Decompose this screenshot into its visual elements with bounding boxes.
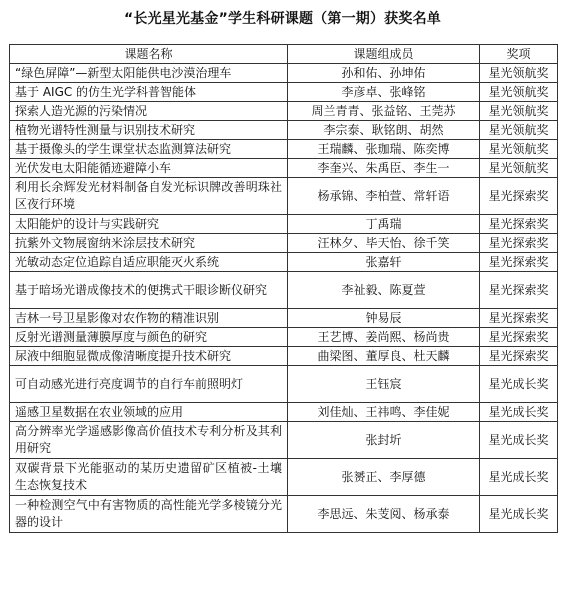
topic-cell: 基于 AIGC 的仿生光学科普智能体	[10, 83, 288, 102]
award-cell: 星光领航奖	[480, 83, 558, 102]
members-cell: 李彦卓、张峰铭	[288, 83, 480, 102]
members-cell: 张赟正、李厚德	[288, 459, 480, 496]
members-cell: 李宗泰、耿铭朗、胡然	[288, 121, 480, 140]
members-cell: 孙和佑、孙坤佑	[288, 64, 480, 83]
header-topic: 课题名称	[10, 45, 288, 64]
table-row	[10, 328, 558, 347]
header-members: 课题组成员	[288, 45, 480, 64]
topic-cell: 基于摄像头的学生课堂状态监测算法研究	[10, 140, 288, 159]
topic-cell: 反射光谱测量薄膜厚度与颜色的研究	[10, 328, 288, 347]
table-row	[10, 83, 558, 102]
members-cell: 刘佳灿、王祎鸣、李佳妮	[288, 403, 480, 422]
award-cell: 星光领航奖	[480, 140, 558, 159]
members-cell: 杨承锦、李柏萱、常轩语	[288, 178, 480, 215]
award-cell: 星光探索奖	[480, 272, 558, 309]
topic-cell: 光敏动态定位追踪自适应职能灭火系统	[10, 253, 288, 272]
table-row	[10, 234, 558, 253]
table-row	[10, 347, 558, 366]
topic-cell: 吉林一号卫星影像对农作物的精准识别	[10, 309, 288, 328]
members-cell: 李奎兴、朱禹臣、李生一	[288, 159, 480, 178]
award-cell: 星光领航奖	[480, 159, 558, 178]
topic-cell: 抗紫外文物展窗纳米涂层技术研究	[10, 234, 288, 253]
members-cell: 周兰青青、张益铭、王莞苏	[288, 102, 480, 121]
award-cell: 星光探索奖	[480, 215, 558, 234]
award-cell: 星光成长奖	[480, 422, 558, 459]
members-cell: 王钰宸	[288, 366, 480, 403]
award-cell: 星光成长奖	[480, 366, 558, 403]
award-cell: 星光探索奖	[480, 234, 558, 253]
topic-cell: 基于暗场光谱成像技术的便携式干眼诊断仪研究	[10, 272, 288, 309]
topic-cell: 光伏发电太阳能循迹避障小车	[10, 159, 288, 178]
table-row	[10, 403, 558, 422]
award-cell: 星光领航奖	[480, 64, 558, 83]
topic-cell: 探索人造光源的污染情况	[10, 102, 288, 121]
award-cell: 星光成长奖	[480, 403, 558, 422]
members-cell: 汪林夕、毕天怡、徐千笑	[288, 234, 480, 253]
table-row	[10, 272, 558, 309]
table-row	[10, 64, 558, 83]
table-row	[10, 422, 558, 459]
award-cell: 星光探索奖	[480, 253, 558, 272]
table-row	[10, 140, 558, 159]
award-cell: 星光领航奖	[480, 121, 558, 140]
members-cell: 丁禹瑞	[288, 215, 480, 234]
topic-cell: 双碳背景下光能驱动的某历史遗留矿区植被-土壤生态恢复技术	[10, 459, 288, 496]
topic-cell: 太阳能炉的设计与实践研究	[10, 215, 288, 234]
award-cell: 星光成长奖	[480, 496, 558, 533]
members-cell: 王瑞麟、张珈瑞、陈奕博	[288, 140, 480, 159]
topic-cell: 遥感卫星数据在农业领域的应用	[10, 403, 288, 422]
award-table	[9, 44, 558, 533]
table-row	[10, 121, 558, 140]
award-cell: 星光探索奖	[480, 309, 558, 328]
table-row	[10, 459, 558, 496]
table-row	[10, 215, 558, 234]
members-cell: 李祉毅、陈夏萱	[288, 272, 480, 309]
page-title: “长光星光基金”学生科研课题（第一期）获奖名单	[123, 11, 441, 27]
members-cell: 张封圻	[288, 422, 480, 459]
award-cell: 星光领航奖	[480, 102, 558, 121]
members-cell: 李思远、朱芰阅、杨承泰	[288, 496, 480, 533]
topic-cell: 利用长余辉发光材料制备自发光标识牌改善明珠社区夜行环境	[10, 178, 288, 215]
table-row	[10, 366, 558, 403]
topic-cell: 尿液中细胞显微成像清晰度提升技术研究	[10, 347, 288, 366]
table-row	[10, 178, 558, 215]
topic-cell: 植物光谱特性测量与识别技术研究	[10, 121, 288, 140]
table-header-row	[10, 45, 558, 64]
table-row	[10, 309, 558, 328]
award-cell: 星光探索奖	[480, 347, 558, 366]
table-row	[10, 496, 558, 533]
award-cell: 星光成长奖	[480, 459, 558, 496]
table-row	[10, 159, 558, 178]
members-cell: 钟易辰	[288, 309, 480, 328]
topic-cell: 高分辨率光学遥感影像高价值技术专利分析及其利用研究	[10, 422, 288, 459]
topic-cell: 一种检测空气中有害物质的高性能光学多棱镜分光器的设计	[10, 496, 288, 533]
topic-cell: “绿色屏障”—新型太阳能供电沙漠治理车	[10, 64, 288, 83]
members-cell: 曲梁图、董厚良、杜天麟	[288, 347, 480, 366]
members-cell: 张嘉轩	[288, 253, 480, 272]
award-cell: 星光探索奖	[480, 328, 558, 347]
award-cell: 星光探索奖	[480, 178, 558, 215]
header-award: 奖项	[480, 45, 558, 64]
table-row	[10, 253, 558, 272]
table-row	[10, 102, 558, 121]
topic-cell: 可自动感光进行亮度调节的自行车前照明灯	[10, 366, 288, 403]
members-cell: 王艺博、姜尚熙、杨尚贵	[288, 328, 480, 347]
